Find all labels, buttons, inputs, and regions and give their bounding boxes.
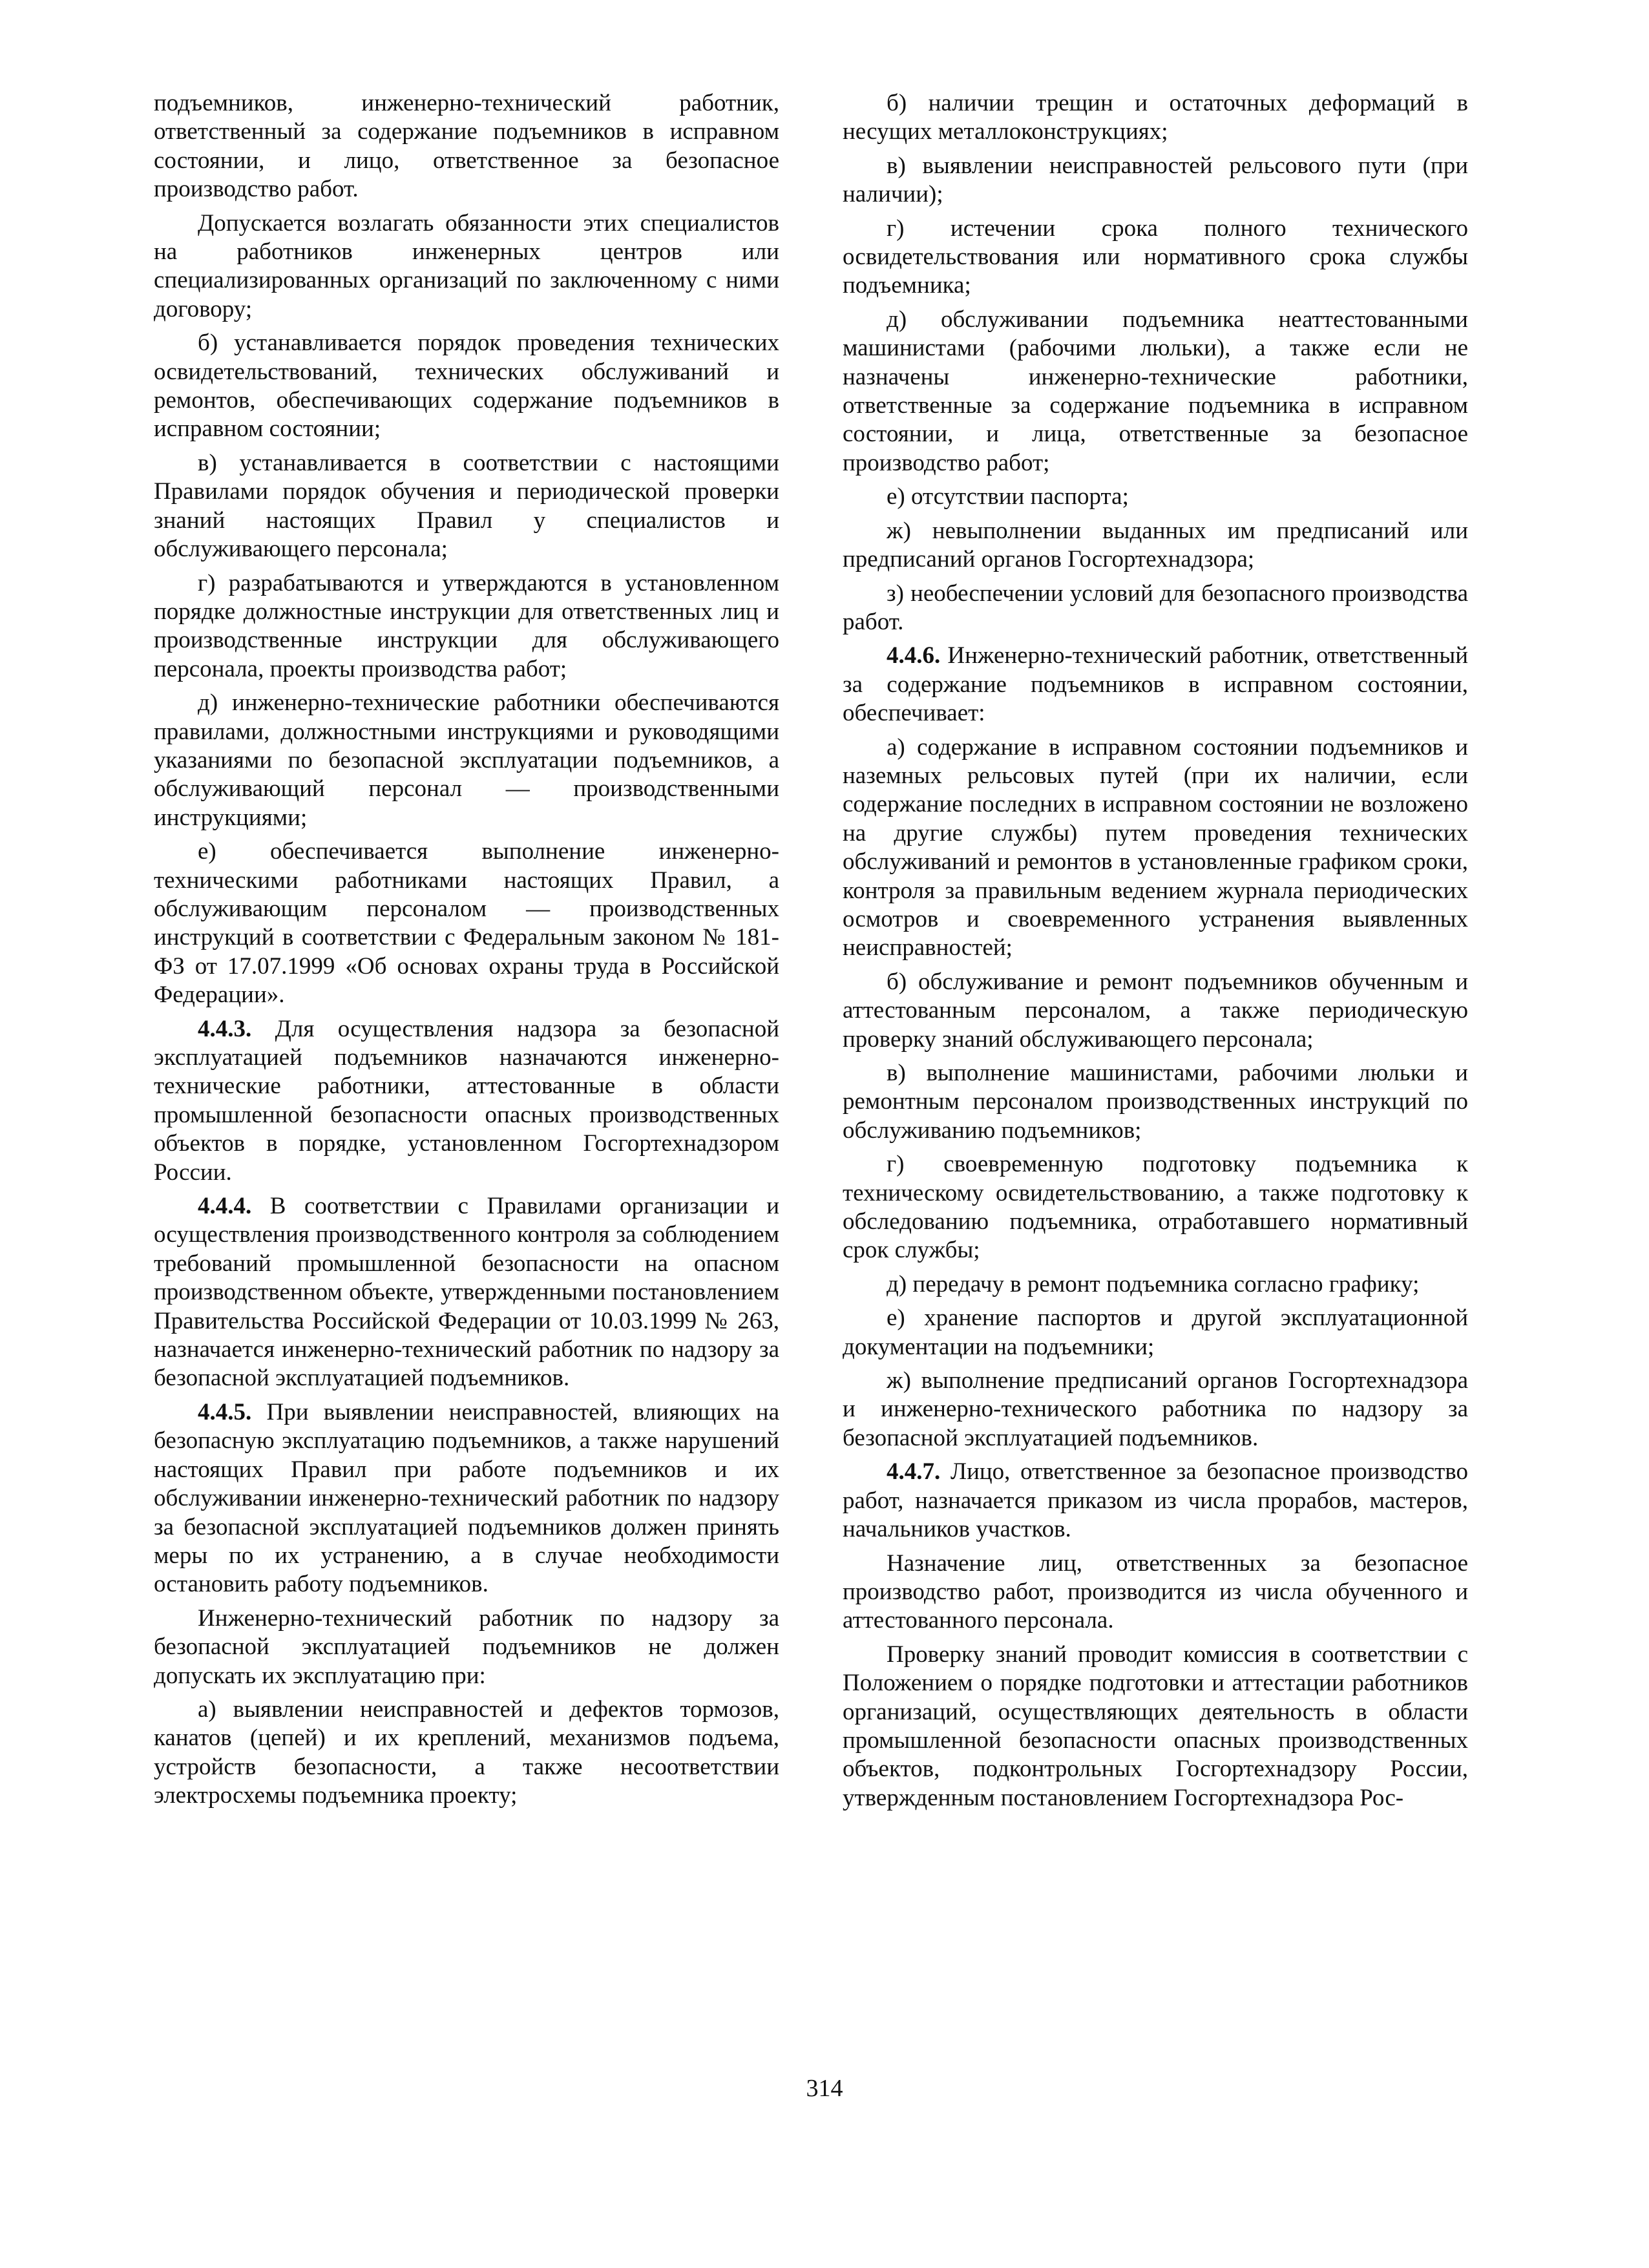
section-paragraph [154,1398,779,1599]
list-item: з) необеспечении условий для безопасного производства работ. [843,580,1468,635]
list-item: е) обеспечивается выполнение инженерно-техническими работниками настоящих Правил, а обслуживающим персоналом — производственных инструкций в соответствии с Федеральным законом № 181-ФЗ от 17.07.1999 «Об основах охраны труда в Российской Федерации». [154,838,779,1009]
list-item: д) передачу в ремонт подъемника согласно графику; [887,1270,1420,1297]
list-item: б) устанавливается порядок проведения технических освидетельствований, технических обслуживаний и ремонтов, обеспечивающих содержание подъемников в исправном состоянии; [154,330,779,443]
list-item: в) выполнение машинистами, рабочими люльки и ремонтным персоналом производственных инструкций по обслуживанию подъемников; [843,1060,1468,1144]
list-item: г) истечении срока полного технического освидетельствования или нормативного срока службы подъемника; [843,215,1468,299]
list-item: а) выявлении неисправностей и дефектов тормозов, канатов (цепей) и их креплений, механизмов подъема, устройств безопасности, а также несоответствии электросхемы подъемника проекту; [154,1696,779,1809]
section-text: В соответствии с Правилами организации и осуществления производственного контроля за соблюдением требований промышленной безопасности на опасном производственном объекте, утвержденными постановлением Правительства Российской Федерации от 10.03.1999 № 263, назначается инженерно-технический работник по надзору за безопасной эксплуатацией подъемников. [154,1193,779,1392]
paragraph: Проверку знаний проводит комиссия в соответствии с Положением о порядке подготовки и аттестации работников организаций, осуществляющих деятельность в области промышленной безопасности опасных производственных объектов, подконтрольных Госгортехнадзору России, утвержденным постановлением Госгортехнадзора Рос- [843,1641,1468,1811]
list-item: е) отсутствии паспорта; [887,483,1129,510]
list-item: г) разрабатываются и утверждаются в установленном порядке должностные инструкции для ответственных лиц и производственные инструкции для обслуживающего персонала, проекты производства работ; [154,569,779,682]
list-item: е) хранение паспортов и другой эксплуатационной документации на подъемники; [843,1305,1468,1360]
right-column [843,89,1468,1818]
list-item: а) содержание в исправном состоянии подъемников и наземных рельсовых путей (при их наличии, если содержание последних в исправном состоянии не возложено на другие службы) путем проведения технических обслуживаний и ремонтов в установленные графиком сроки, контроля за правильным ведением журнала периодических осмотров и своевременного устранения выявленных неисправностей; [843,733,1468,961]
list-item: в) выявлении неисправностей рельсового пути (при наличии); [843,152,1468,208]
section-text: Для осуществления надзора за безопасной эксплуатацией подъемников назначаются инженерно-технические работники, аттестованные в области промышленной безопасности опасных производственных объектов в порядке, установленном Госгортехнадзором России. [154,1015,779,1186]
paragraph: Назначение лиц, ответственных за безопасное производство работ, производится из числа обученного и аттестованного персонала. [843,1549,1468,1634]
list-item: ж) невыполнении выданных им предписаний или предписаний органов Госгортехнадзора; [843,517,1468,573]
section-number: 4.4.7. [887,1458,941,1486]
page-number: 314 [806,2075,843,2102]
section-number: 4.4.3. [198,1015,252,1042]
section-number: 4.4.6. [887,642,941,669]
list-item: в) устанавливается в соответствии с настоящими Правилами порядок обучения и периодической проверки знаний настоящих Правил у специалистов и обслуживающего персонала; [154,449,779,563]
list-item: б) обслуживание и ремонт подъемников обученным и аттестованным персоналом, а также периодическую проверку знаний обслуживающего персонала; [843,968,1468,1053]
section-paragraph [843,1458,1468,1544]
list-item: ж) выполнение предписаний органов Госгортехнадзора и инженерно-технического работника по надзору за безопасной эксплуатацией подъемников. [843,1367,1468,1451]
list-item: г) своевременную подготовку подъемника к техническому освидетельствованию, а также подготовку к обследованию подъемника, отработавшего нормативный срок службы; [843,1151,1468,1264]
paragraph: Инженерно-технический работник по надзору за безопасной эксплуатацией подъемников не должен допускать их эксплуатацию при: [154,1604,779,1689]
list-item: д) инженерно-технические работники обеспечиваются правилами, должностными инструкциями и руководящими указаниями по безопасной эксплуатации подъемников, а обслуживающий персонал — производственными инструкциями; [154,689,779,831]
section-paragraph [154,1015,779,1187]
section-text: Лицо, ответственное за безопасное производство работ, назначается приказом из числа прорабов, мастеров, начальников участков. [843,1458,1468,1543]
section-number: 4.4.5. [198,1398,252,1425]
section-paragraph [843,642,1468,728]
paragraph: Допускается возлагать обязанности этих специалистов на работников инженерных центров или специализированных организаций по заключенному с ними договору; [154,209,779,322]
section-text: Инженерно-технический работник, ответственный за содержание подъемников в исправном состоянии, обеспечивает: [843,642,1468,727]
section-number: 4.4.4. [198,1193,252,1220]
left-column [154,89,779,1816]
paragraph: подъемников, инженерно-технический работник, ответственный за содержание подъемников в исправном состоянии, и лицо, ответственное за безопасное производство работ. [154,90,779,203]
list-item: д) обслуживании подъемника неаттестованными машинистами (рабочими люльки), а также если не назначены инженерно-технические работники, ответственные за содержание подъемника в исправном состоянии, и лица, ответственные за безопасное производство работ; [843,306,1468,476]
list-item: б) наличии трещин и остаточных деформаций в несущих металлоконструкциях; [843,90,1468,145]
section-paragraph [154,1192,779,1393]
section-text: При выявлении неисправностей, влияющих на безопасную эксплуатацию подъемников, а также нарушений настоящих Правил при работе подъемников и их обслуживании инженерно-технический работник по надзору за безопасной эксплуатацией подъемников должен принять меры по их устранению, а в случае необходимости остановить работу подъемников. [154,1398,779,1598]
